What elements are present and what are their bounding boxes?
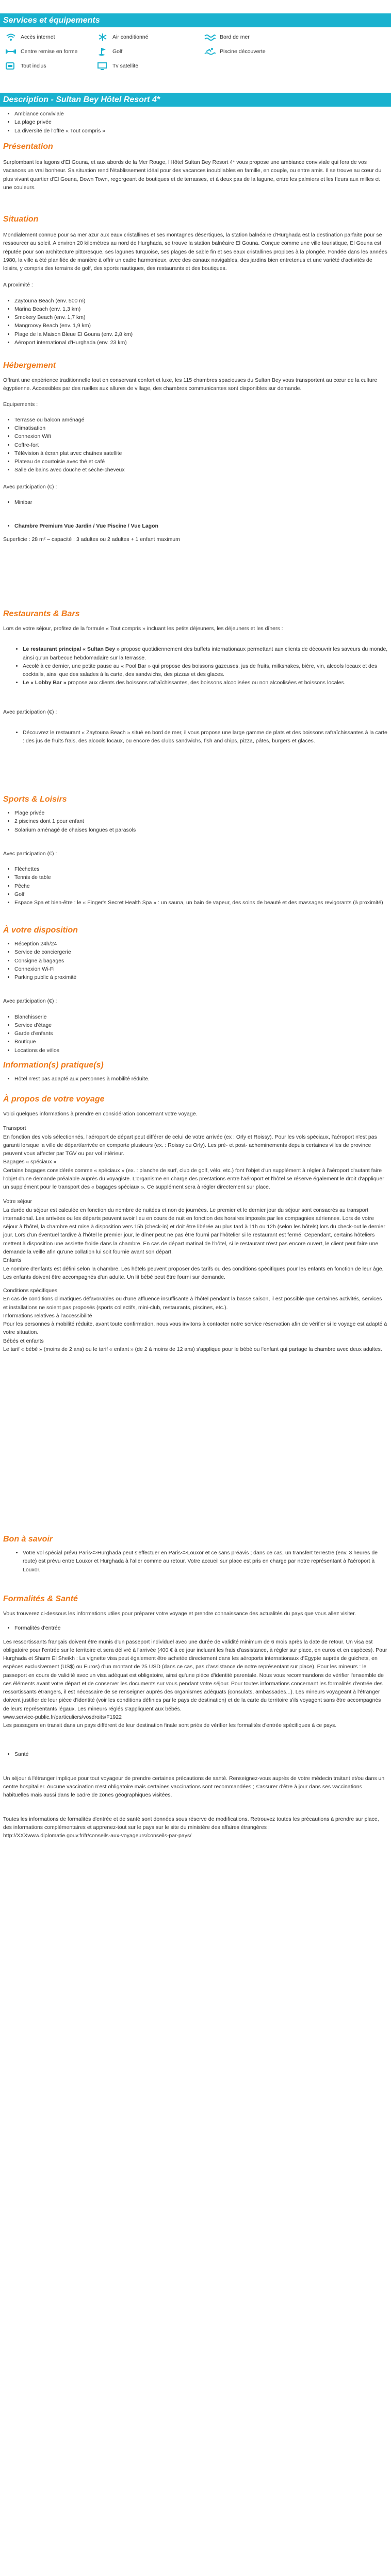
- pmr-text: Pour les personnes à mobilité réduite, avant toute confirmation, nous vous invitons à contacter notre service réservation afin de vérifier si le voyage est adapté à votre situation.: [3, 1321, 387, 1336]
- description-section: [0, 93, 391, 135]
- list-item: • Tennis de table: [14, 873, 388, 882]
- service-item: [97, 32, 204, 42]
- service-label: Accès internet: [21, 33, 55, 40]
- formalites-sub1-list: [3, 1624, 388, 1632]
- sports-section: [0, 794, 391, 907]
- list-item: • Plateau de courtoisie avec thé et café: [14, 457, 388, 466]
- sports-list: [3, 809, 388, 834]
- service-item: [5, 32, 97, 42]
- disposition-section: [0, 925, 391, 1055]
- conditions-title: Conditions spécifiques: [3, 1287, 58, 1294]
- formalites-body1b: Les passagers en transit dans un pays différent de leur destination finale sont priés de vérifier les formalités d'entrée spécifiques à ce pays.: [3, 1722, 337, 1729]
- all-inclusive-icon: [5, 62, 17, 70]
- list-item: • Smokery Beach (env. 1,7 km): [14, 313, 388, 321]
- list-item: • Aéroport international d'Hurghada (env. 23 km): [14, 338, 388, 347]
- list-item: • Le « Lobby Bar » propose aux clients des boissons rafraîchissantes, des boissons alcoolisées ou non alcoolisées et boissons locales.: [23, 679, 388, 687]
- bagages-title: Bagages « spéciaux »: [3, 1159, 57, 1165]
- list-item: • Garde d'enfants: [14, 1029, 388, 1038]
- formalites-link2[interactable]: http://XXXwww.diplomatie.gouv.fr/fr/conseils-aux-voyageurs/conseils-par-pays/: [3, 1833, 192, 1839]
- apropos-intro: Voici quelques informations à prendre en considération concernant votre voyage.: [3, 1111, 198, 1117]
- list-item: • Boutique: [14, 1038, 388, 1046]
- pratiques-list: [3, 1075, 388, 1083]
- list-item: • Connexion Wifi: [14, 432, 388, 440]
- list-item: • Le restaurant principal « Sultan Bey » propose quotidiennement des buffets internationaux permettant aux clients de découvrir les saveurs du monde, ainsi qu'un barbecue hebdomadaire sur la terrasse.: [23, 645, 388, 662]
- disposition-list: [3, 940, 388, 981]
- list-item: • Accolé à ce dernier, une petite pause au « Pool Bar » qui propose des boissons gazeuses, jus de fruits, milkshakes, bière, vin, alcools locaux et des cocktails, ainsi que des salades à la carte, des sandwichs, des pizzas et des glaces.: [23, 662, 388, 679]
- apropos-title: À propos de votre voyage: [3, 1095, 105, 1104]
- presentation-title: Présentation: [3, 142, 53, 151]
- situation-section: [0, 214, 391, 347]
- restaurants-intro: Lors de votre séjour, profitez de la formule « Tout compris » incluant les petits déjeuners, les déjeuners et les dîners :: [3, 625, 283, 632]
- service-label: Centre remise en forme: [21, 48, 78, 55]
- participation-list: [3, 1013, 388, 1055]
- situation-text: Mondialement connue pour sa mer azur aux eaux cristallines et ses montagnes désertiques, la station balnéaire d'Hurghada est la destination parfaite pour se ressourcer au soleil. A environ 20 kilomètres au nord de Hurghada, se trouve la station balnéaire El Gouna. Conçue comme une ville touristique, El Gouna est réputée pour son architecture pittoresque, ses lagunes turquoise, ses plages de sable fin et ses eaux cristallines propices à la plongée. Fondée dans les années 1980, la ville a été planifiée de manière à offrir un cadre harmonieux, avec des canaux navigables, des jardins bien entretenus et une variété d'activités de loisirs, y compris des terrains de golf, des sports nautiques, des restaurants et des boutiques.: [3, 232, 387, 272]
- bonavoir-list: [3, 1549, 388, 1574]
- list-item: • Blanchisserie: [14, 1013, 388, 1021]
- services-grid: [0, 27, 391, 73]
- participation-label: Avec participation (€) :: [3, 998, 57, 1005]
- description-title: Description - Sultan Bey Hôtel Resort 4*: [0, 93, 391, 107]
- participation-list: [3, 865, 388, 907]
- apropos-section: [0, 1094, 391, 1353]
- list-item: • Votre vol spécial prévu Paris<>Hurghada peut s'effectuer en Paris<>Louxor et ce sans préavis ; dans ce cas, un transfert terrestre (env. 3 heures de route) est prévu entre Louxor et Hurghada à l'aller comme au retour. Votre accueil sur place est pris en charge par notre représentant à l'aéroport à Louxor.: [23, 1549, 388, 1574]
- list-item: • La diversité de l'offre « Tout compris »: [14, 127, 388, 135]
- list-item: • Minibar: [14, 498, 388, 506]
- description-list: [3, 110, 388, 135]
- service-item: [97, 61, 204, 71]
- list-item: • Fléchettes: [14, 865, 388, 873]
- restaurants-list: [3, 645, 388, 687]
- pool-icon: [204, 47, 216, 56]
- list-item: • Parking public à proximité: [14, 973, 388, 981]
- formalites-body1: Les ressortissants français doivent être munis d'un passeport individuel avec une durée de validité minimum de 6 mois après la date de retour. Un visa est obligatoire pour l'entrée sur le territoire et sera délivré à l'arrivée (400 € à ce jour incluant les frais d'assistance, à régler sur place, en euros et en espèces). Pour Hurghada et Sharm El Sheikh : La vignette visa peut également être achetée directement dans les aéroports internationaux d'Egypte auprès de guichets, en espèces exclusivement (US$) ou Euros) d'un montant de 25 USD (dans ce cas, pas d'assistance de notre représentant sur place). Pour les mineurs : le passeport en cours de validité avec un visa adéquat est obligatoire, ainsi qu'une pièce d'identité parentale. Nous vous recommandons de vérifier l'ensemble de ces éléments avant votre départ et de conserver les documents sur vous pendant votre séjour. Pour toutes informations concernant les formalités d'entrée des ressortissants étrangers, il est nécessaire de se renseigner auprès des organismes adéquats (consulats, ambassades...). Les mineurs voyageant à l'étranger doivent justifier de leur pièce d'identité (voir les conditions définies par le pays de destination) et de la carte du territoire s'ils voyagent sans être accompagnés de leurs représentants légaux. Les mineurs réglés s'appliquent aux bébés.: [3, 1638, 387, 1712]
- service-item: [204, 32, 318, 42]
- services-title: Services et équipements: [0, 13, 391, 27]
- formalites-sub2: • Santé: [14, 1750, 388, 1758]
- list-item: • Salle de bains avec douche et sèche-cheveux: [14, 466, 388, 474]
- formalites-body3: Toutes les informations de formalités d'entrée et de santé sont données sous réserve de modifications. Retrouvez toutes les précautions à prendre sur place, des informations complémentaires et apprenez-tout sur le pays sur le site du ministère des affaires étrangères :: [3, 1816, 379, 1831]
- service-item: [97, 47, 204, 56]
- formalites-body2: Un séjour à l'étranger implique pour tout voyageur de prendre certaines précautions de santé. Renseignez-vous auprès de votre médecin traitant et/ou dans un centre hospitalier. Aucune vaccination n'est obligatoire mais certaines vaccinations sont recommandées ; s'assurer d'être à jour dans ses vaccinations habituelles mais aussi dans le cadre de zones géographiques visitées.: [3, 1775, 385, 1799]
- services-section: [0, 13, 391, 73]
- list-item: • Solarium aménagé de chaises longues et parasols: [14, 826, 388, 834]
- restaurants-title: Restaurants & Bars: [3, 609, 80, 618]
- transport-title: Transport: [3, 1125, 26, 1132]
- sports-title: Sports & Loisirs: [3, 795, 67, 804]
- service-label: Piscine découverte: [220, 48, 266, 55]
- service-label: Tv satellite: [112, 62, 139, 69]
- list-item: • Connexion Wi-Fi: [14, 965, 388, 973]
- transport-text: En fonction des vols sélectionnés, l'aéroport de départ peut différer de celui de votre arrivée (ex : Orly et Roissy). Pour les vols spéciaux, l'aéroport n'est pas garanti lorsque la ville de départ/arrivée en comporte plusieurs (ex. : Roissy ou Orly). Les pré- et post- acheminements depuis certaines villes de province peuvent vous affecter par TGV ou par vol intérieur.: [3, 1133, 377, 1157]
- bonavoir-section: [0, 1534, 391, 1574]
- bebes-text: Le tarif « bébé » (moins de 2 ans) ou le tarif « enfant » (de 2 à moins de 12 ans) s'applique pour le bébé ou l'enfant qui partage la chambre avec deux adultes.: [3, 1346, 382, 1352]
- participation-list: [3, 498, 388, 506]
- formalites-intro: Vous trouverez ci-dessous les informations utiles pour préparer votre voyage et prendre connaissance des actualités du pays que vous allez visiter.: [3, 1611, 356, 1617]
- sejour-title: Votre séjour: [3, 1198, 32, 1205]
- list-item: • Pêche: [14, 882, 388, 890]
- pratiques-title: Information(s) pratique(s): [3, 1061, 104, 1070]
- proximity-label: A proximité :: [3, 282, 33, 289]
- presentation-text: Surplombant les lagons d'El Gouna, et aux abords de la Mer Rouge, l'Hôtel Sultan Bey Resort 4* vous propose une ambiance conviviale qui fera de vos vacances un vrai bonheur. Sa situation rend l'établissement idéal pour des vacances inoubliables en famille, en couple, ou entre amis. Il se trouve au cœur du plus vivant quartier d'El Gouna, Down Town, regorgeant de boutiques et de terrasses, et à deux pas de la lagune, entre les palmiers et les fleurs aux milles et une couleurs.: [3, 159, 382, 191]
- wifi-icon: [5, 33, 17, 41]
- restaurants-section: [0, 609, 391, 745]
- list-item: • Locations de vélos: [14, 1046, 388, 1055]
- list-item: • Climatisation: [14, 424, 388, 432]
- list-item: • Consigne à bagages: [14, 957, 388, 965]
- participation-label: Avec participation (€) :: [3, 483, 57, 490]
- service-label: Air conditionné: [112, 33, 149, 40]
- list-item: • Terrasse ou balcon aménagé: [14, 416, 388, 424]
- list-item: • Service d'étage: [14, 1021, 388, 1029]
- golf-icon: [97, 47, 108, 56]
- list-item: • Zaytouna Beach (env. 500 m): [14, 297, 388, 305]
- enfants-title: Enfants: [3, 1257, 22, 1264]
- formalites-sub1: • Formalités d'entrée: [14, 1624, 388, 1632]
- room-details: Superficie : 28 m² – capacité : 3 adultes ou 2 adultes + 1 enfant maximum: [3, 536, 180, 543]
- formalites-title: Formalités & Santé: [3, 1595, 78, 1603]
- proximity-list: [3, 297, 388, 347]
- participation-label: Avec participation (€) :: [3, 708, 57, 715]
- bebes-title: Bébés et enfants: [3, 1337, 44, 1344]
- equipements-label: Equipements :: [3, 401, 38, 408]
- formalites-link1[interactable]: www.service-public.fr/particuliers/vosdroits/F1922: [3, 1714, 122, 1720]
- presentation-section: [0, 142, 391, 192]
- formalites-section: [0, 1594, 391, 1840]
- service-label: Golf: [112, 48, 123, 55]
- service-label: Bord de mer: [220, 33, 250, 40]
- list-item: • Marina Beach (env. 1,3 km): [14, 305, 388, 313]
- conditions-text: En cas de conditions climatiques défavorables ou d'une affluence insuffisante à l'hôtel pendant la basse saison, il est possible que certaines activités, services et installations ne soient pas proposés (sports collectifs, mini-club, restaurants, piscines, etc.).: [3, 1296, 382, 1311]
- hebergement-section: [0, 361, 391, 544]
- sejour-text: La durée du séjour est calculée en fonction du nombre de nuitées et non de journées. Le premier et le dernier jour du séjour sont consacrés au transport international. Les arrivées ou les départs peuvent avoir lieu en cours de nuit en fonction des horaires imposés par les compagnies aériennes. Lors de votre séjour à l'hôtel, la chambre est mise à disposition vers 15h (check-in) et doit être libérée au plus tard à 11h ou 12h (selon les hôtels) lors du check-out le dernier jour. Lors d'un éventuel tardive à l'hôtel le premier jour, le dîner peut ne pas être fourni par l'hôtelier si le restaurant est fermé. Cependant, certains hôteliers mettent à disposition une assiette froide dans la chambre. En cas de départ matinal de l'hôtel, si le restaurant n'est pas encore ouvert, le client peut faire une demande la veille afin qu'une collation lui soit fournie avant son départ.: [3, 1207, 385, 1255]
- list-item: • Hôtel n'est pas adapté aux personnes à mobilité réduite.: [14, 1075, 388, 1083]
- situation-title: Situation: [3, 215, 39, 224]
- list-item: • Coffre-fort: [14, 441, 388, 449]
- list-item: • Espace Spa et bien-être : le « Finger's Secret Health Spa » : un sauna, un bain de vapeur, des soins de beauté et des massages revigorants (à proximité): [14, 899, 388, 907]
- equipements-list: [3, 416, 388, 474]
- formalites-sub2-list: [3, 1750, 388, 1758]
- bonavoir-title: Bon à savoir: [3, 1535, 53, 1544]
- fitness-icon: [5, 47, 17, 56]
- service-item: [204, 47, 318, 56]
- air-conditioning-icon: [97, 33, 108, 41]
- bagages-text: Certains bagages considérés comme « spéciaux » (ex. : planche de surf, club de golf, vélo, etc.) font l'objet d'un supplément à régler à l'aéroport d'autant faire l'objet d'une demande préalable auprès du voyagiste. L'organisme en charge des prestations entre l'aéroport et l'hôtel se réserve également le droit d'appliquer un supplément pour le transport des « bagages spéciaux ». Ce supplément sera à régler directement sur place.: [3, 1167, 384, 1191]
- list-item: • La plage privée: [14, 118, 388, 126]
- room-name: • Chambre Premium Vue Jardin / Vue Piscine / Vue Lagon: [14, 522, 388, 530]
- room-list: [3, 522, 388, 530]
- tv-icon: [97, 62, 108, 70]
- participation-label: Avec participation (€) :: [3, 850, 57, 857]
- list-item: • Golf: [14, 890, 388, 899]
- list-item: • Ambiance conviviale: [14, 110, 388, 118]
- pratiques-section: [0, 1060, 391, 1083]
- service-label: Tout inclus: [21, 62, 46, 69]
- list-item: • Plage de la Maison Bleue El Gouna (env. 2,8 km): [14, 330, 388, 338]
- list-item: • Découvrez le restaurant « Zaytouna Beach » situé en bord de mer, il vous propose une large gamme de plats et des boissons rafraîchissantes à la carte : des jus de fruits frais, des alcools locaux, ou encore des clubs sandwichs, fish and chips, pizza, pâtes, burgers et glaces.: [23, 728, 388, 745]
- list-item: • Plage privée: [14, 809, 388, 817]
- list-item: • Service de conciergerie: [14, 948, 388, 956]
- enfants-text: Le nombre d'enfants est défini selon la chambre. Les hôtels peuvent proposer des tarifs ou des conditions spécifiques pour les enfants en fonction de leur âge. Les enfants doivent être accompagnés d'un adulte. Un lit bébé peut être fourni sur demande.: [3, 1265, 384, 1280]
- list-item: • 2 piscines dont 1 pour enfant: [14, 817, 388, 825]
- sea-icon: [204, 33, 216, 41]
- list-item: • Réception 24h/24: [14, 940, 388, 948]
- list-item: • Télévision à écran plat avec chaînes satellite: [14, 449, 388, 457]
- participation-list: [3, 728, 388, 745]
- hebergement-title: Hébergement: [3, 361, 56, 370]
- pmr-title: Informations relatives à l'accessibilité: [3, 1312, 92, 1319]
- hebergement-text: Offrant une expérience traditionnelle tout en conservant confort et luxe, les 115 chambres spacieuses du Sultan Bey vous transportent au cœur de la culture égyptienne. Accessibles par des ruelles aux allures de village, des chambres communicantes sont disponibles sur demande.: [3, 377, 378, 392]
- disposition-title: À votre disposition: [3, 926, 78, 935]
- list-item: • Mangroovy Beach (env. 1,9 km): [14, 321, 388, 330]
- service-item: [5, 47, 97, 56]
- service-item: [5, 61, 97, 71]
